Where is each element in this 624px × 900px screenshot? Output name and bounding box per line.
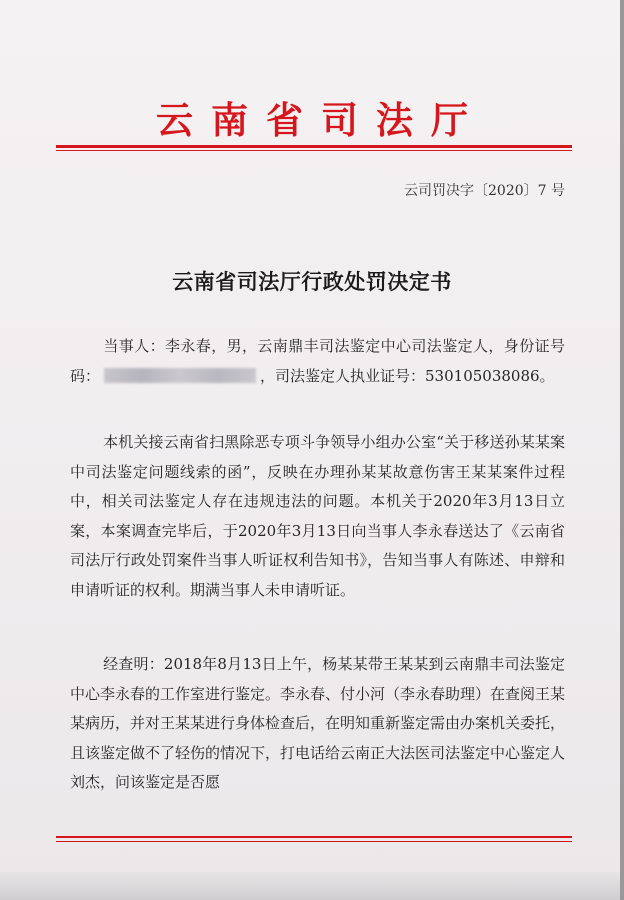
document-number: 云司罚决字〔2020〕7 号 [404,183,565,199]
finding-text: 经查明：2018年8月13日上午，杨某某带王某某到云南鼎丰司法鉴定中心李永春的工作室进行鉴定。李永春、付小河（李永春助理）在查阅王某某病历，并对王某某进行身体检查后，在明知重新鉴定需由办案机关委托，且该鉴定做不了轻伤的情况下，打电话给云南正大法医司法鉴定中心鉴定人刘杰，问该鉴定是否愿 [70,655,566,791]
party-lead: 当事人：李永春，男，云南鼎丰司法鉴定中心司法鉴定人，身份证号码： [70,337,565,385]
footer-red-rule [56,836,572,838]
case-paragraph [70,428,565,605]
document-title: 云南省司法厅行政处罚决定书 [172,269,452,294]
party-paragraph [70,332,565,391]
page-bottom-edge [0,872,624,900]
case-text: 本机关接云南省扫黑除恶专项斗争领导小组办公室“关于移送孙某某案中司法鉴定问题线索的函”，反映在办理孙某某故意伤害王某某案件过程中，相关司法鉴定人存在违规违法的问题。本机关于2020年3月13日立案，本案调查完毕后，于2020年3月13日向当事人李永春送达了《云南省司法厅行政处罚案件当事人听证权利告知书》，告知当事人有陈述、申辩和申请听证的权利。期满当事人未申请听证。 [70,433,565,599]
redacted-id-number [104,368,256,383]
party-tail: ，司法鉴定人执业证号：530105038086。 [260,366,555,385]
agency-letterhead: 云南省司法厅 [156,98,486,142]
footer-red-rule-thin [56,841,572,842]
finding-paragraph [70,650,565,798]
letterhead-red-rule [56,145,572,148]
page-right-shadow [620,0,624,900]
letterhead-red-rule-thin [56,150,572,151]
